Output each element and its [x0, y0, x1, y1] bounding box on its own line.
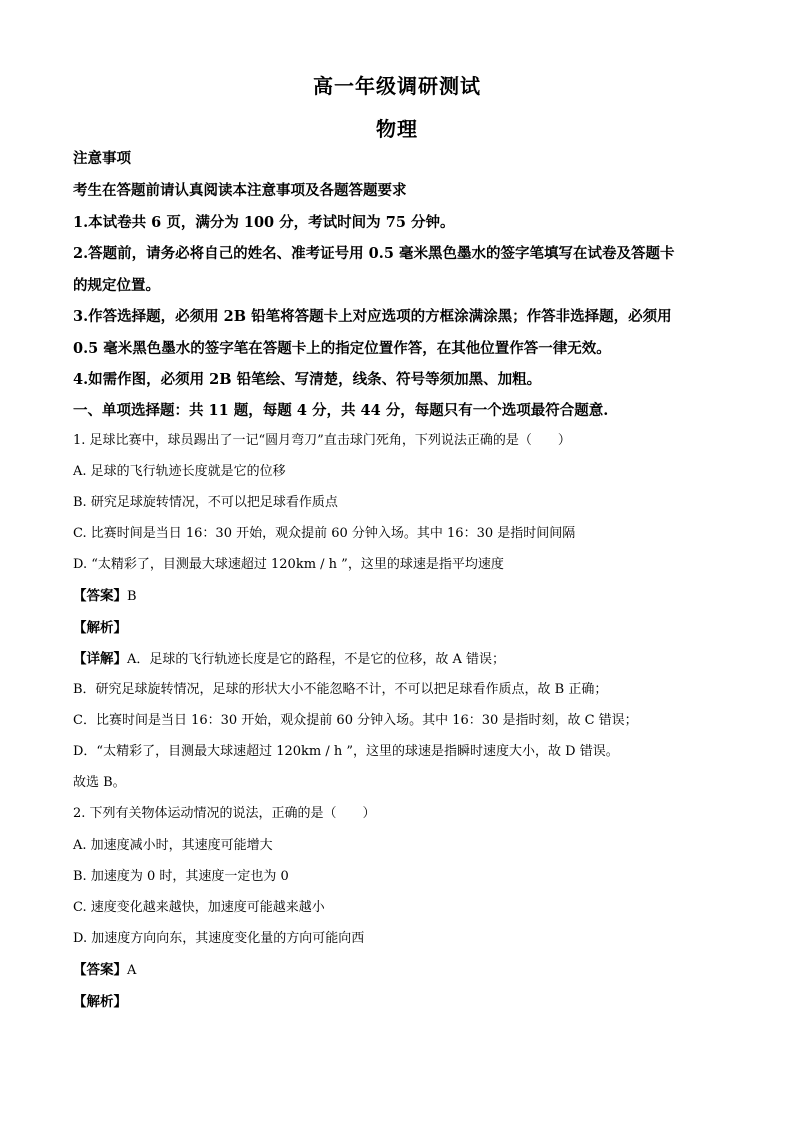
- q1-option-c: C. 比赛时间是当日 16：30 开始，观众提前 60 分钟入场。其中 16：30 是指时间间隔: [73, 526, 576, 541]
- q2-option-c: C. 速度变化越来越快，加速度可能越来越小: [73, 900, 325, 915]
- notice-item-2-cont: 的规定位置。: [73, 277, 160, 294]
- notice-item-3: 3.作答选择题，必须用 2B 铅笔将答题卡上对应选项的方框涂满涂黑；作答非选择题，必须用: [73, 308, 672, 325]
- q1-conclusion: 故选 B。: [73, 775, 126, 790]
- q1-detail-line-3: C．比赛时间是当日 16：30 开始，观众提前 60 分钟入场。其中 16：30 是指时刻，故 C 错误；: [73, 713, 638, 728]
- q1-detail-line-4: D．“太精彩了，目测最大球速超过 120km / h ”，这里的球速是指瞬时速度大小，故 D 错误。: [73, 744, 619, 759]
- notice-item-4: 4.如需作图，必须用 2B 铅笔绘、写清楚，线条、符号等须加黑、加粗。: [73, 371, 542, 388]
- q2-option-a: A. 加速度减小时，其速度可能增大: [73, 838, 273, 853]
- notice-item-3-cont: 0.5 毫米黑色墨水的签字笔在答题卡上的指定位置作答，在其他位置作答一律无效。: [73, 340, 611, 357]
- q1-detail-line-1: [73, 651, 733, 668]
- q1-answer: [73, 588, 733, 605]
- answer-label: 【答案】: [73, 588, 127, 604]
- section-title: 一、单项选择题：共 11 题，每题 4 分，共 44 分，每题只有一个选项最符合题意.: [73, 402, 609, 419]
- answer-label: 【答案】: [73, 962, 127, 978]
- subject-title: 物理: [376, 117, 418, 141]
- q2-stem: 2. 下列有关物体运动情况的说法，正确的是（ ）: [73, 806, 376, 821]
- notice-intro: 考生在答题前请认真阅读本注意事项及各题答题要求: [73, 182, 407, 199]
- q2-option-b: B. 加速度为 0 时，其速度一定也为 0: [73, 869, 289, 884]
- q1-option-a: A. 足球的飞行轨迹长度就是它的位移: [73, 464, 286, 479]
- answer-value: B: [127, 589, 137, 604]
- q1-analysis-label: 【解析】: [73, 620, 127, 636]
- detail-label: 【详解】: [73, 651, 127, 667]
- q1-detail-line-2: B．研究足球旋转情况，足球的形状大小不能忽略不计，不可以把足球看作质点，故 B 正确；: [73, 682, 608, 697]
- exam-title: 高一年级调研测试: [313, 74, 481, 98]
- notice-item-2: 2.答题前，请务必将自己的姓名、准考证号用 0.5 毫米黑色墨水的签字笔填写在试卷及答题卡: [73, 245, 675, 262]
- q1-option-b: B. 研究足球旋转情况，不可以把足球看作质点: [73, 495, 338, 510]
- q2-analysis-label: 【解析】: [73, 994, 127, 1010]
- q2-option-d: D. 加速度方向向东，其速度变化量的方向可能向西: [73, 931, 365, 946]
- q1-stem: 1. 足球比赛中，球员踢出了一记“圆月弯刀”直击球门死角，下列说法正确的是（ ）: [73, 433, 571, 448]
- notice-heading: 注意事项: [73, 150, 131, 167]
- q2-answer: [73, 962, 733, 979]
- notice-item-1: 1.本试卷共 6 页，满分为 100 分，考试时间为 75 分钟。: [73, 214, 455, 231]
- answer-value: A: [127, 963, 137, 978]
- detail-text: A．足球的飞行轨迹长度是它的路程，不是它的位移，故 A 错误；: [127, 652, 506, 667]
- q1-option-d: D. “太精彩了，目测最大球速超过 120km / h ”，这里的球速是指平均速度: [73, 557, 504, 572]
